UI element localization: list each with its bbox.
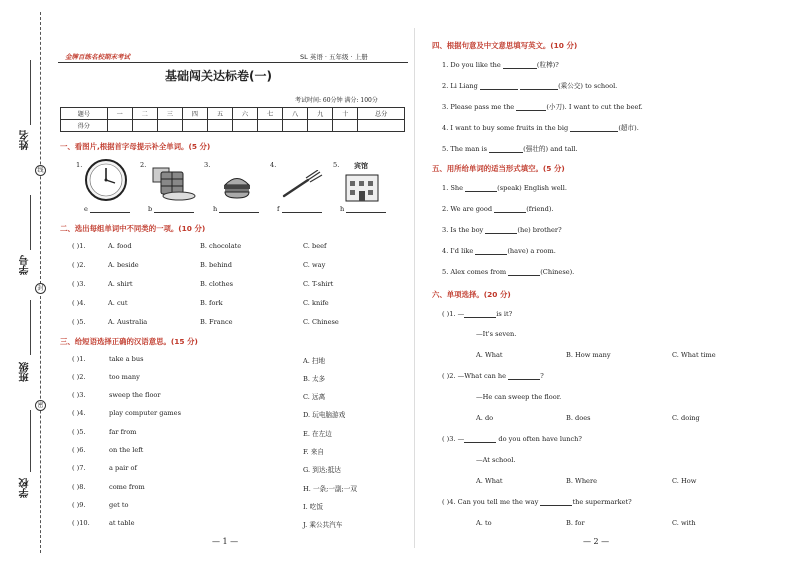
choice-number[interactable]: ( )4. <box>72 299 86 307</box>
phrase-cn: F. 来自 <box>303 448 324 456</box>
phrase-en: get to <box>109 501 129 509</box>
option-c: C. What time <box>672 351 716 359</box>
item-text: 4. I'd like <box>442 247 474 255</box>
match-number[interactable]: ( )8. <box>72 483 86 491</box>
hamburger-icon <box>222 172 252 200</box>
answer-blank[interactable] <box>464 436 496 443</box>
phrase-cn: A. 扫地 <box>303 357 326 365</box>
name-field[interactable] <box>30 60 31 125</box>
item-text: 3. Is the boy <box>442 226 484 234</box>
option-b: B. clothes <box>200 280 233 288</box>
letter-hint-1: e <box>84 205 88 213</box>
question-text: —What can he <box>457 372 507 380</box>
section1-title: 一、看图片,根据首字母提示补全单词。(5 分) <box>60 142 211 151</box>
question-text: ? <box>540 372 544 380</box>
choice-number[interactable]: ( )3. <box>72 280 86 288</box>
phrase-cn: D. 玩电脑游戏 <box>303 411 346 419</box>
match-number[interactable]: ( )5. <box>72 428 86 436</box>
page-title: 基础闯关达标卷(一) <box>165 69 272 83</box>
match-number[interactable]: ( )2. <box>72 373 86 381</box>
section2-title: 二、选出每组单词中不同类的一项。(10 分) <box>60 224 206 233</box>
course-info: SL 英语 · 五年级 · 上册 <box>300 53 368 61</box>
fill-item-5-5 <box>442 268 574 276</box>
section3-title: 三、给短语选择正确的汉语意思。(15 分) <box>60 337 198 346</box>
hotel-sign: 宾馆 <box>354 161 368 170</box>
mc-answer-slot[interactable]: ( )4. <box>442 498 456 506</box>
match-number[interactable]: ( )1. <box>72 355 86 363</box>
question-text: is it? <box>496 310 513 318</box>
phrase-cn: B. 太多 <box>303 375 326 383</box>
phrase-en: come from <box>109 483 145 491</box>
answer-blank-4[interactable] <box>282 206 322 213</box>
option-b: B. fork <box>200 299 223 307</box>
seal-mark-xian: 线 <box>35 165 46 176</box>
binding-margin <box>0 0 52 565</box>
score-cell: 二 <box>132 108 157 120</box>
mc-answer-slot[interactable]: ( )2. <box>442 372 456 380</box>
score-cell: 四 <box>182 108 207 120</box>
score-cell: 总分 <box>358 108 405 120</box>
option-a: A. to <box>476 519 492 527</box>
match-number[interactable]: ( )4. <box>72 409 86 417</box>
item-hint: (speak) English well. <box>497 184 567 192</box>
phrase-cn: G. 到达;抵达 <box>303 466 341 474</box>
score-input[interactable] <box>283 120 308 132</box>
score-input[interactable] <box>182 120 207 132</box>
choice-number[interactable]: ( )1. <box>72 242 86 250</box>
section5-title: 五、用所给单词的适当形式填空。(5 分) <box>432 164 565 173</box>
class-label: 班级 <box>20 362 31 382</box>
score-value-row <box>61 120 405 132</box>
phrase-en: take a bus <box>109 355 144 363</box>
option-a: A. food <box>108 242 132 250</box>
score-cell: 六 <box>232 108 257 120</box>
question-text: — <box>457 310 465 318</box>
match-number[interactable]: ( )3. <box>72 391 86 399</box>
item-hint: (粒棒)? <box>536 61 559 69</box>
phrase-en: sweep the floor <box>109 391 161 399</box>
answer-blank[interactable] <box>494 206 526 213</box>
score-cell: 题号 <box>61 108 108 120</box>
blank-3 <box>213 205 259 213</box>
question-text: the supermarket? <box>572 498 632 506</box>
blank-1 <box>84 205 130 213</box>
item-hint: (he) brother? <box>517 226 562 234</box>
phrase-en: too many <box>109 373 140 381</box>
choice-number[interactable]: ( )5. <box>72 318 86 326</box>
answer-blank[interactable] <box>489 146 523 153</box>
score-table <box>60 107 405 132</box>
option-c: C. Chinese <box>303 318 339 326</box>
fill-item-5-2 <box>442 205 554 213</box>
match-number[interactable]: ( )6. <box>72 446 86 454</box>
exam-info: 考试时间: 60分钟 满分: 100分 <box>295 97 378 104</box>
mc-question-3 <box>442 435 582 443</box>
item-hint: (Chinese). <box>540 268 575 276</box>
mc-answer-slot[interactable]: ( )1. <box>442 310 456 318</box>
item-text: 5. Alex comes from <box>442 268 507 276</box>
answer-blank-2[interactable] <box>154 206 194 213</box>
phrase-en: a pair of <box>109 464 137 472</box>
item-hint: (乘公交) to school. <box>558 82 618 90</box>
question-text: Can you tell me the way <box>457 498 539 506</box>
score-cell: 一 <box>107 108 132 120</box>
choice-number[interactable]: ( )2. <box>72 261 86 269</box>
score-input[interactable] <box>358 120 405 132</box>
letter-hint-4: f <box>277 205 280 213</box>
option-c: C. doing <box>672 414 700 422</box>
option-b: B. chocolate <box>200 242 242 250</box>
phrase-cn: J. 乘公共汽车 <box>303 521 343 529</box>
seal-mark-feng: 封 <box>35 283 46 294</box>
phrase-cn: I. 吃饭 <box>303 503 323 511</box>
item-hint: (小刀). I want to cut the beef. <box>546 103 643 111</box>
option-c: C. way <box>303 261 326 269</box>
phrase-en: on the left <box>109 446 144 454</box>
answer-blank[interactable] <box>485 227 517 234</box>
score-cell: 十 <box>333 108 358 120</box>
section6-title: 六、单项选择。(20 分) <box>432 290 511 299</box>
answer-blank-5[interactable] <box>346 206 386 213</box>
fill-item-5-4 <box>442 247 556 255</box>
score-cell: 七 <box>258 108 283 120</box>
score-input[interactable] <box>308 120 333 132</box>
question-reply: —It's seven. <box>476 330 517 338</box>
answer-blank[interactable] <box>503 62 537 69</box>
item-hint: (friend). <box>526 205 554 213</box>
option-c: C. T-shirt <box>303 280 334 288</box>
question-text: do you often have lunch? <box>498 435 582 443</box>
mc-question-1 <box>442 310 512 318</box>
page-divider <box>414 28 415 548</box>
option-a: A. cut <box>108 299 128 307</box>
option-b: B. behind <box>200 261 232 269</box>
pic-number-2: 2. <box>140 161 147 169</box>
phrase-cn: H. 一条;一副;一双 <box>303 485 357 493</box>
score-label: 得分 <box>61 120 108 132</box>
mc-answer-slot[interactable]: ( )3. <box>442 435 456 443</box>
answer-blank[interactable] <box>475 248 507 255</box>
page-number-left: — 1 — <box>212 537 239 546</box>
answer-blank-3[interactable] <box>219 206 259 213</box>
score-header-row <box>61 108 405 120</box>
option-a: A. do <box>476 414 494 422</box>
item-text: 3. Please pass me the <box>442 103 515 111</box>
score-cell: 九 <box>308 108 333 120</box>
item-hint: (超市). <box>618 124 639 132</box>
option-b: B. Where <box>566 477 598 485</box>
pic-number-5: 5. <box>333 161 340 169</box>
header-rule <box>58 62 408 63</box>
answer-blank[interactable] <box>464 311 496 318</box>
phrase-en: play computer games <box>109 409 181 417</box>
option-c: C. knife <box>303 299 329 307</box>
letter-hint-5: h <box>340 205 345 213</box>
pic-number-4: 4. <box>270 161 277 169</box>
score-input[interactable] <box>333 120 358 132</box>
fill-item-4-4 <box>442 122 639 132</box>
option-a: A. beside <box>108 261 139 269</box>
option-b: B. does <box>566 414 591 422</box>
question-text: — <box>457 435 465 443</box>
question-reply: —He can sweep the floor. <box>476 393 562 401</box>
mc-question-4 <box>442 498 632 506</box>
chocolate-icon <box>147 160 197 202</box>
item-hint: (强壮的) and tall. <box>523 145 578 153</box>
option-b: B. How many <box>566 351 611 359</box>
answer-blank[interactable] <box>465 185 497 192</box>
fork-icon <box>280 170 324 200</box>
match-number[interactable]: ( )7. <box>72 464 86 472</box>
pic-number-1: 1. <box>76 161 83 169</box>
answer-blank[interactable] <box>540 499 572 506</box>
mc-question-2 <box>442 372 544 380</box>
option-c: C. with <box>672 519 696 527</box>
answer-blank[interactable] <box>508 373 540 380</box>
phrase-cn: E. 在左边 <box>303 430 332 438</box>
answer-blank[interactable] <box>508 269 540 276</box>
option-b: B. France <box>200 318 233 326</box>
fill-item-4-2 <box>442 80 617 90</box>
option-c: C. How <box>672 477 697 485</box>
answer-blank[interactable] <box>570 125 618 132</box>
clock-icon <box>84 158 128 202</box>
score-input[interactable] <box>107 120 132 132</box>
blank-4 <box>277 205 322 213</box>
answer-blank[interactable] <box>480 83 518 90</box>
fill-item-4-3 <box>442 101 643 111</box>
score-input[interactable] <box>232 120 257 132</box>
fill-item-5-3 <box>442 226 562 234</box>
score-input[interactable] <box>132 120 157 132</box>
letter-hint-3: h <box>213 205 218 213</box>
option-a: A. What <box>476 351 503 359</box>
seal-mark-mi: 密 <box>35 400 46 411</box>
letter-hint-2: b <box>148 205 153 213</box>
series-name: 金牌百练名校期末考试 <box>65 53 130 61</box>
school-label: 学校 <box>20 478 31 498</box>
option-a: A. Australia <box>108 318 148 326</box>
option-a: A. What <box>476 477 503 485</box>
match-number[interactable]: ( )10. <box>72 519 90 527</box>
fill-item-4-5 <box>442 143 578 153</box>
score-cell: 三 <box>157 108 182 120</box>
match-number[interactable]: ( )9. <box>72 501 86 509</box>
item-text: 2. We are good <box>442 205 493 213</box>
blank-5 <box>340 205 386 213</box>
item-text: 4. I want to buy some fruits in the big <box>442 124 569 132</box>
item-text: 1. Do you like the <box>442 61 501 69</box>
score-input[interactable] <box>207 120 232 132</box>
item-text: 1. She <box>442 184 464 192</box>
item-text: 5. The man is <box>442 145 488 153</box>
item-hint: (have) a room. <box>507 247 556 255</box>
answer-blank[interactable] <box>520 83 558 90</box>
section4-title: 四、根据句意及中文意思填写英文。(10 分) <box>432 41 578 50</box>
phrase-en: far from <box>109 428 137 436</box>
name-label: 姓名 <box>20 130 31 150</box>
phrase-en: at table <box>109 519 135 527</box>
fill-item-5-1 <box>442 184 567 192</box>
question-reply: —At school. <box>476 456 516 464</box>
student-id-field[interactable] <box>30 195 31 250</box>
option-c: C. beef <box>303 242 327 250</box>
student-id-label: 学号 <box>20 255 31 275</box>
fill-item-4-1 <box>442 59 559 69</box>
score-cell: 五 <box>207 108 232 120</box>
pic-number-3: 3. <box>204 161 211 169</box>
score-cell: 八 <box>283 108 308 120</box>
phrase-cn: C. 远离 <box>303 393 326 401</box>
score-input[interactable] <box>157 120 182 132</box>
option-b: B. for <box>566 519 585 527</box>
blank-2 <box>148 205 194 213</box>
score-input[interactable] <box>258 120 283 132</box>
class-field[interactable] <box>30 300 31 355</box>
answer-blank-1[interactable] <box>90 206 130 213</box>
option-a: A. shirt <box>108 280 133 288</box>
school-field[interactable] <box>30 410 31 472</box>
answer-blank[interactable] <box>516 104 546 111</box>
page-number-right: — 2 — <box>583 537 610 546</box>
item-text: 2. Li Liang <box>442 82 478 90</box>
